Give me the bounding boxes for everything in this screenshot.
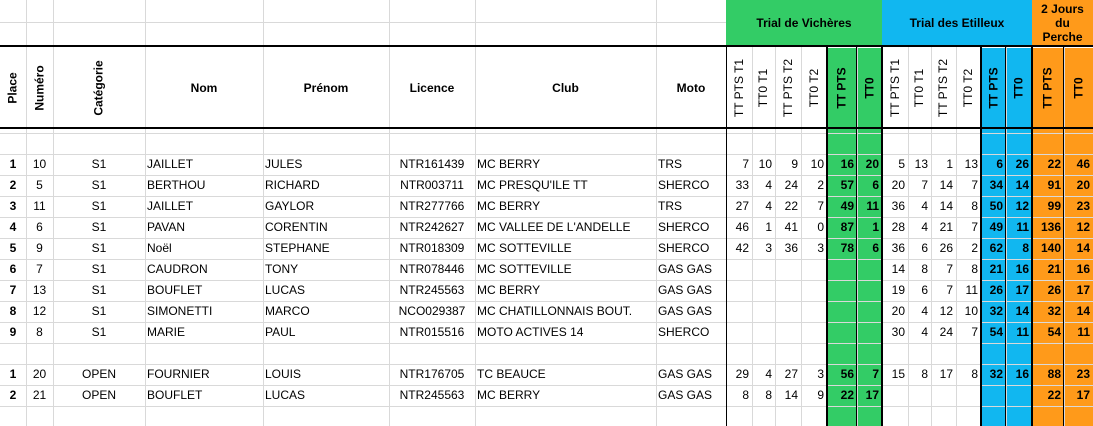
cell-v-pts-t2[interactable] xyxy=(775,301,801,322)
cell-e-pts-t1[interactable]: 36 xyxy=(891,241,905,255)
cell-club[interactable]: MC BERRY xyxy=(477,157,541,171)
cell-v-tt0[interactable]: 17 xyxy=(865,388,879,402)
col-header-e-pts-t1[interactable]: TT PTS T1 xyxy=(888,58,902,118)
cell-numero[interactable]: 5 xyxy=(36,178,43,192)
cell-p-tt0[interactable]: 17 xyxy=(1076,388,1090,402)
cell-v-pts-t2[interactable] xyxy=(775,322,801,343)
cell-e-t0-t1[interactable] xyxy=(908,385,931,406)
cell-prenom[interactable]: PAUL xyxy=(265,325,296,339)
cell-licence[interactable]: NCO029387 xyxy=(398,304,466,318)
cell-v-t0-t2[interactable]: 3 xyxy=(817,367,824,381)
table-row[interactable] xyxy=(0,238,1093,259)
col-header-p-tt-pts[interactable]: TT PTS xyxy=(1041,67,1055,109)
col-header-licence[interactable]: Licence xyxy=(409,81,455,95)
cell-nom[interactable]: MARIE xyxy=(147,325,186,339)
cell-v-t0-t2[interactable]: 2 xyxy=(817,178,824,192)
cell-p-tt0[interactable]: 16 xyxy=(1076,262,1090,276)
cell-prenom[interactable]: LUCAS xyxy=(265,283,306,297)
cell-place[interactable]: 1 xyxy=(9,157,17,171)
cell-e-tt0[interactable]: 14 xyxy=(1015,304,1029,318)
cell-licence[interactable]: NTR245563 xyxy=(399,388,465,402)
cell-club[interactable]: MC BERRY xyxy=(477,283,541,297)
col-header-moto[interactable]: Moto xyxy=(676,81,706,95)
cell-categorie[interactable]: OPEN xyxy=(81,367,116,381)
cell-p-tt-pts[interactable]: 88 xyxy=(1047,367,1061,381)
cell-v-pts-t1[interactable]: 46 xyxy=(735,220,749,234)
cell-prenom[interactable]: JULES xyxy=(265,157,303,171)
cell-moto[interactable]: TRS xyxy=(658,199,682,213)
cell-licence[interactable]: NTR015516 xyxy=(399,325,465,339)
cell-prenom[interactable]: TONY xyxy=(265,262,299,276)
cell-v-t0-t1[interactable]: 4 xyxy=(765,367,772,381)
cell-e-pts-t1[interactable]: 28 xyxy=(891,220,905,234)
cell-v-pts-t1[interactable]: 8 xyxy=(742,388,749,402)
cell-e-tt-pts[interactable]: 26 xyxy=(989,283,1003,297)
cell-e-tt0[interactable]: 16 xyxy=(1015,262,1029,276)
cell-e-t0-t2[interactable]: 7 xyxy=(971,220,978,234)
cell-e-pts-t2[interactable]: 1 xyxy=(946,157,953,171)
cell-e-t0-t1[interactable]: 4 xyxy=(921,325,928,339)
cell-v-t0-t2[interactable]: 7 xyxy=(817,199,824,213)
cell-categorie[interactable]: OPEN xyxy=(81,388,116,402)
cell-v-tt0[interactable]: 6 xyxy=(872,241,879,255)
cell-e-t0-t2[interactable]: 13 xyxy=(964,157,978,171)
group-label-perche: 2 Jours du Perche xyxy=(1041,1,1084,44)
cell-v-tt-pts[interactable]: 22 xyxy=(840,388,854,402)
cell-e-t0-t1[interactable]: 4 xyxy=(921,220,928,234)
cell-v-t0-t1[interactable]: 1 xyxy=(765,220,772,234)
cell-v-t0-t1[interactable] xyxy=(752,259,775,280)
cell-v-t0-t2[interactable] xyxy=(801,322,827,343)
cell-e-pts-t1[interactable]: 5 xyxy=(898,157,905,171)
cell-p-tt0[interactable]: 14 xyxy=(1076,304,1090,318)
cell-v-tt0[interactable] xyxy=(857,301,882,322)
cell-licence[interactable]: NTR003711 xyxy=(400,178,464,192)
cell-e-tt0[interactable]: 26 xyxy=(1015,157,1029,171)
cell-v-tt-pts[interactable] xyxy=(827,322,857,343)
col-header-p-tt0[interactable]: TT0 xyxy=(1071,77,1086,99)
cell-e-t0-t2[interactable]: 7 xyxy=(971,325,978,339)
cell-v-tt-pts[interactable]: 78 xyxy=(840,241,854,255)
col-header-place[interactable]: Place xyxy=(6,72,21,104)
cell-nom[interactable]: SIMONETTI xyxy=(147,304,213,318)
cell-e-pts-t1[interactable]: 20 xyxy=(891,304,905,318)
cell-v-t0-t1[interactable]: 10 xyxy=(758,157,772,171)
cell-e-pts-t2[interactable]: 21 xyxy=(939,220,953,234)
cell-prenom[interactable]: LOUIS xyxy=(265,367,302,381)
cell-v-pts-t2[interactable]: 22 xyxy=(784,199,798,213)
cell-licence[interactable]: NTR277766 xyxy=(399,199,465,213)
cell-e-t0-t2[interactable]: 11 xyxy=(965,283,978,297)
cell-numero[interactable]: 11 xyxy=(33,199,46,213)
cell-nom[interactable]: BERTHOU xyxy=(147,178,206,192)
cell-e-tt0[interactable]: 11 xyxy=(1016,325,1029,339)
cell-e-t0-t1[interactable]: 8 xyxy=(921,367,928,381)
grid-hline xyxy=(0,343,1093,344)
cell-e-tt-pts[interactable]: 49 xyxy=(989,220,1003,234)
cell-v-tt-pts[interactable]: 56 xyxy=(840,367,854,381)
cell-categorie[interactable]: S1 xyxy=(91,220,107,234)
cell-licence[interactable]: NTR176705 xyxy=(399,367,465,381)
cell-nom[interactable]: JAILLET xyxy=(147,199,194,213)
cell-v-pts-t2[interactable]: 36 xyxy=(784,241,798,255)
cell-e-pts-t2[interactable]: 24 xyxy=(939,325,953,339)
col-header-v-t0-t1[interactable]: TT0 T1 xyxy=(756,68,771,108)
cell-v-t0-t1[interactable]: 4 xyxy=(765,199,772,213)
cell-place[interactable]: 1 xyxy=(9,367,17,381)
cell-numero[interactable]: 9 xyxy=(36,241,43,255)
group-header-vicheres xyxy=(726,0,882,45)
cell-v-t0-t2[interactable]: 9 xyxy=(817,388,824,402)
cell-numero[interactable]: 13 xyxy=(32,283,47,297)
cell-numero[interactable]: 20 xyxy=(32,367,47,381)
cell-categorie[interactable]: S1 xyxy=(91,283,107,297)
cell-club[interactable]: MC SOTTEVILLE xyxy=(477,241,572,255)
cell-licence[interactable]: NTR078446 xyxy=(399,262,465,276)
table-row[interactable] xyxy=(0,301,1093,322)
cell-e-t0-t1[interactable]: 6 xyxy=(921,241,928,255)
cell-v-tt0[interactable]: 7 xyxy=(872,367,879,381)
cell-v-tt0[interactable]: 20 xyxy=(865,157,879,171)
group-label-etilleux: Trial des Etilleux xyxy=(909,15,1005,30)
cell-e-pts-t1[interactable]: 14 xyxy=(891,262,905,276)
cell-p-tt0[interactable]: 11 xyxy=(1077,325,1090,339)
cell-v-t0-t1[interactable]: 3 xyxy=(765,241,772,255)
cell-e-t0-t1[interactable]: 6 xyxy=(921,283,928,297)
cell-e-t0-t1[interactable]: 4 xyxy=(921,199,928,213)
cell-v-tt0[interactable] xyxy=(857,259,882,280)
cell-place[interactable]: 7 xyxy=(9,283,17,297)
cell-prenom[interactable]: STEPHANE xyxy=(265,241,330,255)
cell-club[interactable]: MC PRESQU'ILE TT xyxy=(477,178,588,192)
cell-categorie[interactable]: S1 xyxy=(91,178,107,192)
cell-v-pts-t2[interactable]: 9 xyxy=(791,157,798,171)
cell-licence[interactable]: NTR161439 xyxy=(399,157,465,171)
cell-v-pts-t2[interactable]: 41 xyxy=(784,220,798,234)
cell-place[interactable]: 3 xyxy=(9,199,17,213)
cell-p-tt0[interactable]: 17 xyxy=(1076,283,1090,297)
cell-categorie[interactable]: S1 xyxy=(91,241,107,255)
cell-club[interactable]: MC SOTTEVILLE xyxy=(477,262,572,276)
cell-nom[interactable]: Noël xyxy=(147,241,172,255)
cell-v-t0-t1[interactable]: 8 xyxy=(765,388,772,402)
group-header-etilleux xyxy=(882,0,1032,45)
cell-categorie[interactable]: S1 xyxy=(91,157,107,171)
cell-e-pts-t1[interactable]: 36 xyxy=(891,199,905,213)
cell-categorie[interactable]: S1 xyxy=(91,199,107,213)
cell-p-tt0[interactable]: 46 xyxy=(1076,157,1090,171)
cell-moto[interactable]: SHERCO xyxy=(658,325,710,339)
cell-e-pts-t1[interactable]: 20 xyxy=(891,178,905,192)
cell-nom[interactable]: FOURNIER xyxy=(147,367,210,381)
cell-moto[interactable]: TRS xyxy=(658,157,682,171)
cell-nom[interactable]: BOUFLET xyxy=(147,388,203,402)
col-header-club[interactable]: Club xyxy=(552,81,579,95)
col-header-nom[interactable]: Nom xyxy=(190,81,218,95)
cell-v-t0-t2[interactable]: 10 xyxy=(810,157,824,171)
cell-e-t0-t2[interactable]: 10 xyxy=(964,304,978,318)
cell-v-tt-pts[interactable]: 16 xyxy=(840,157,854,171)
table-row[interactable] xyxy=(0,280,1093,301)
cell-e-pts-t2[interactable]: 12 xyxy=(939,304,953,318)
cell-v-pts-t1[interactable]: 33 xyxy=(735,178,749,192)
col-header-v-pts-t1[interactable]: TT PTS T1 xyxy=(732,58,746,118)
cell-v-pts-t2[interactable] xyxy=(775,280,801,301)
cell-e-tt0[interactable]: 8 xyxy=(1022,241,1029,255)
cell-p-tt-pts[interactable]: 32 xyxy=(1047,304,1061,318)
cell-v-t0-t2[interactable] xyxy=(801,259,827,280)
cell-p-tt0[interactable]: 23 xyxy=(1076,199,1090,213)
cell-moto[interactable]: GAS GAS xyxy=(658,283,713,297)
cell-e-pts-t2[interactable]: 14 xyxy=(939,178,953,192)
cell-e-tt-pts[interactable]: 32 xyxy=(989,304,1003,318)
cell-numero[interactable]: 8 xyxy=(36,325,43,339)
cell-numero[interactable]: 6 xyxy=(36,220,43,234)
cell-moto[interactable]: SHERCO xyxy=(658,178,710,192)
cell-p-tt-pts[interactable]: 54 xyxy=(1047,325,1061,339)
cell-e-tt-pts[interactable]: 34 xyxy=(989,178,1003,192)
cell-club[interactable]: TC BEAUCE xyxy=(477,367,546,381)
cell-prenom[interactable]: CORENTIN xyxy=(265,220,328,234)
cell-e-pts-t2[interactable]: 26 xyxy=(939,241,953,255)
cell-p-tt-pts[interactable]: 22 xyxy=(1047,388,1061,402)
cell-p-tt-pts[interactable]: 136 xyxy=(1040,220,1061,234)
cell-e-tt-pts[interactable] xyxy=(981,385,1006,406)
cell-e-pts-t2[interactable]: 7 xyxy=(946,262,953,276)
cell-e-tt-pts[interactable]: 54 xyxy=(989,325,1003,339)
col-header-categorie[interactable]: Catégorie xyxy=(91,60,106,116)
cell-nom[interactable]: JAILLET xyxy=(147,157,194,171)
cell-v-pts-t1[interactable]: 42 xyxy=(735,241,749,255)
cell-v-t0-t1[interactable] xyxy=(752,280,775,301)
cell-e-pts-t2[interactable] xyxy=(931,385,956,406)
cell-e-t0-t2[interactable] xyxy=(956,385,981,406)
col-header-e-tt-pts[interactable]: TT PTS xyxy=(986,67,1001,109)
cell-club[interactable]: MC CHATILLONNAIS BOUT. xyxy=(477,304,633,318)
cell-v-pts-t2[interactable]: 24 xyxy=(784,178,798,192)
cell-e-t0-t2[interactable]: 8 xyxy=(971,262,978,276)
cell-v-t0-t1[interactable] xyxy=(752,301,775,322)
cell-e-t0-t1[interactable]: 8 xyxy=(921,262,928,276)
cell-v-tt-pts[interactable] xyxy=(827,301,857,322)
cell-v-tt0[interactable]: 11 xyxy=(866,199,879,213)
cell-place[interactable]: 2 xyxy=(9,178,17,192)
cell-e-tt-pts[interactable]: 6 xyxy=(996,157,1003,171)
col-header-v-tt0[interactable]: TT0 xyxy=(862,77,877,99)
cell-v-tt0[interactable] xyxy=(857,322,882,343)
cell-moto[interactable]: GAS GAS xyxy=(658,304,713,318)
col-header-e-t0-t2[interactable]: TT0 T2 xyxy=(961,68,976,108)
cell-p-tt-pts[interactable]: 91 xyxy=(1047,178,1061,192)
col-header-numero[interactable]: Numéro xyxy=(32,65,47,111)
cell-p-tt-pts[interactable]: 26 xyxy=(1047,283,1061,297)
cell-v-tt-pts[interactable]: 57 xyxy=(840,178,854,192)
cell-v-pts-t2[interactable]: 14 xyxy=(784,388,798,402)
cell-numero[interactable]: 12 xyxy=(32,304,47,318)
cell-e-t0-t2[interactable]: 7 xyxy=(971,178,978,192)
cell-e-t0-t2[interactable]: 8 xyxy=(971,367,978,381)
cell-p-tt-pts[interactable]: 21 xyxy=(1047,262,1061,276)
cell-p-tt-pts[interactable]: 140 xyxy=(1040,241,1061,255)
col-header-e-tt0[interactable]: TT0 xyxy=(1012,77,1026,99)
cell-v-tt-pts[interactable] xyxy=(827,259,857,280)
cell-e-pts-t1[interactable]: 30 xyxy=(891,325,905,339)
col-header-v-pts-t2[interactable]: TT PTS T2 xyxy=(781,58,795,118)
col-header-v-t0-t2[interactable]: TT0 T2 xyxy=(807,68,821,108)
table-row[interactable] xyxy=(0,364,1093,385)
cell-moto[interactable]: GAS GAS xyxy=(658,367,713,381)
cell-v-tt0[interactable] xyxy=(857,280,882,301)
cell-e-t0-t1[interactable]: 13 xyxy=(914,157,928,171)
cell-v-tt0[interactable]: 6 xyxy=(872,178,879,192)
cell-place[interactable]: 8 xyxy=(9,304,17,318)
cell-v-pts-t1[interactable] xyxy=(726,322,752,343)
cell-prenom[interactable]: LUCAS xyxy=(265,388,306,402)
cell-place[interactable]: 6 xyxy=(9,262,17,276)
cell-v-pts-t1[interactable]: 27 xyxy=(735,199,749,213)
cell-club[interactable]: MOTO ACTIVES 14 xyxy=(477,325,584,339)
table-row[interactable] xyxy=(0,154,1093,175)
cell-v-pts-t1[interactable] xyxy=(726,259,752,280)
cell-e-tt0[interactable] xyxy=(1006,385,1032,406)
cell-club[interactable]: MC BERRY xyxy=(477,199,541,213)
cell-e-tt0[interactable]: 12 xyxy=(1015,199,1029,213)
cell-prenom[interactable]: GAYLOR xyxy=(265,199,315,213)
table-row[interactable] xyxy=(0,259,1093,280)
border-line xyxy=(0,45,1093,47)
cell-p-tt0[interactable]: 12 xyxy=(1076,220,1090,234)
cell-e-tt0[interactable]: 16 xyxy=(1015,367,1029,381)
cell-e-tt-pts[interactable]: 21 xyxy=(989,262,1003,276)
cell-e-t0-t1[interactable]: 4 xyxy=(921,304,928,318)
cell-p-tt0[interactable]: 14 xyxy=(1076,241,1090,255)
cell-e-tt0[interactable]: 11 xyxy=(1016,220,1029,234)
cell-e-pts-t1[interactable] xyxy=(882,385,908,406)
cell-numero[interactable]: 21 xyxy=(32,388,47,402)
table-row[interactable] xyxy=(0,217,1093,238)
col-header-prenom[interactable]: Prénom xyxy=(303,81,349,95)
cell-v-t0-t1[interactable] xyxy=(752,322,775,343)
cell-categorie[interactable]: S1 xyxy=(91,262,107,276)
cell-licence[interactable]: NTR018309 xyxy=(399,241,465,255)
cell-v-tt-pts[interactable]: 87 xyxy=(840,220,854,234)
cell-v-tt-pts[interactable]: 49 xyxy=(840,199,854,213)
cell-e-tt0[interactable]: 14 xyxy=(1015,178,1029,192)
cell-e-tt-pts[interactable]: 32 xyxy=(989,367,1003,381)
cell-place[interactable]: 4 xyxy=(9,220,17,234)
cell-prenom[interactable]: MARCO xyxy=(265,304,310,318)
cell-e-tt0[interactable]: 17 xyxy=(1015,283,1029,297)
cell-e-tt-pts[interactable]: 62 xyxy=(989,241,1003,255)
table-row[interactable] xyxy=(0,385,1093,406)
col-header-e-t0-t1[interactable]: TT0 T1 xyxy=(912,68,927,108)
cell-e-pts-t2[interactable]: 17 xyxy=(939,367,953,381)
cell-categorie[interactable]: S1 xyxy=(91,325,107,339)
cell-v-t0-t2[interactable] xyxy=(801,280,827,301)
cell-e-pts-t1[interactable]: 19 xyxy=(891,283,905,297)
cell-p-tt0[interactable]: 20 xyxy=(1076,178,1090,192)
cell-v-pts-t1[interactable]: 7 xyxy=(742,157,749,171)
cell-e-pts-t2[interactable]: 7 xyxy=(946,283,953,297)
cell-place[interactable]: 9 xyxy=(9,325,17,339)
cell-v-pts-t2[interactable] xyxy=(775,259,801,280)
cell-numero[interactable]: 7 xyxy=(36,262,43,276)
cell-v-pts-t1[interactable]: 29 xyxy=(735,367,749,381)
cell-moto[interactable]: GAS GAS xyxy=(658,388,713,402)
group-header-perche xyxy=(1032,0,1093,45)
cell-v-t0-t2[interactable]: 0 xyxy=(817,220,824,234)
cell-e-tt-pts[interactable]: 50 xyxy=(989,199,1003,213)
cell-p-tt-pts[interactable]: 99 xyxy=(1047,199,1061,213)
cell-e-t0-t2[interactable]: 2 xyxy=(971,241,978,255)
cell-moto[interactable]: SHERCO xyxy=(658,241,710,255)
cell-moto[interactable]: GAS GAS xyxy=(658,262,713,276)
cell-v-tt-pts[interactable] xyxy=(827,280,857,301)
cell-e-pts-t2[interactable]: 14 xyxy=(939,199,953,213)
cell-v-t0-t2[interactable] xyxy=(801,301,827,322)
cell-nom[interactable]: PAVAN xyxy=(147,220,186,234)
cell-v-pts-t1[interactable] xyxy=(726,301,752,322)
cell-numero[interactable]: 10 xyxy=(32,157,47,171)
cell-p-tt0[interactable]: 23 xyxy=(1076,367,1090,381)
cell-nom[interactable]: CAUDRON xyxy=(147,262,208,276)
cell-v-t0-t2[interactable]: 3 xyxy=(817,241,824,255)
cell-v-pts-t1[interactable] xyxy=(726,280,752,301)
col-header-v-tt-pts[interactable]: TT PTS xyxy=(835,67,849,109)
cell-club[interactable]: MC VALLEE DE L'ANDELLE xyxy=(477,220,631,234)
cell-place[interactable]: 5 xyxy=(9,241,17,255)
cell-nom[interactable]: BOUFLET xyxy=(147,283,203,297)
cell-e-t0-t2[interactable]: 8 xyxy=(971,199,978,213)
cell-v-t0-t1[interactable]: 4 xyxy=(765,178,772,192)
table-row[interactable] xyxy=(0,322,1093,343)
cell-e-pts-t1[interactable]: 15 xyxy=(891,367,905,381)
cell-e-t0-t1[interactable]: 7 xyxy=(921,178,928,192)
cell-licence[interactable]: NTR245563 xyxy=(399,283,465,297)
group-label-vicheres: Trial de Vichères xyxy=(756,15,852,30)
cell-v-tt0[interactable]: 1 xyxy=(872,220,879,234)
cell-moto[interactable]: SHERCO xyxy=(658,220,710,234)
cell-club[interactable]: MC BERRY xyxy=(477,388,541,402)
col-header-e-pts-t2[interactable]: TT PTS T2 xyxy=(936,58,951,118)
cell-prenom[interactable]: RICHARD xyxy=(265,178,320,192)
cell-v-pts-t2[interactable]: 27 xyxy=(784,367,798,381)
grid-hline xyxy=(0,133,1093,134)
cell-categorie[interactable]: S1 xyxy=(91,304,107,318)
cell-p-tt-pts[interactable]: 22 xyxy=(1047,157,1061,171)
cell-place[interactable]: 2 xyxy=(9,388,17,402)
table-row[interactable] xyxy=(0,175,1093,196)
table-row[interactable] xyxy=(0,196,1093,217)
cell-licence[interactable]: NTR242627 xyxy=(399,220,465,234)
grid-hline xyxy=(0,406,1093,407)
